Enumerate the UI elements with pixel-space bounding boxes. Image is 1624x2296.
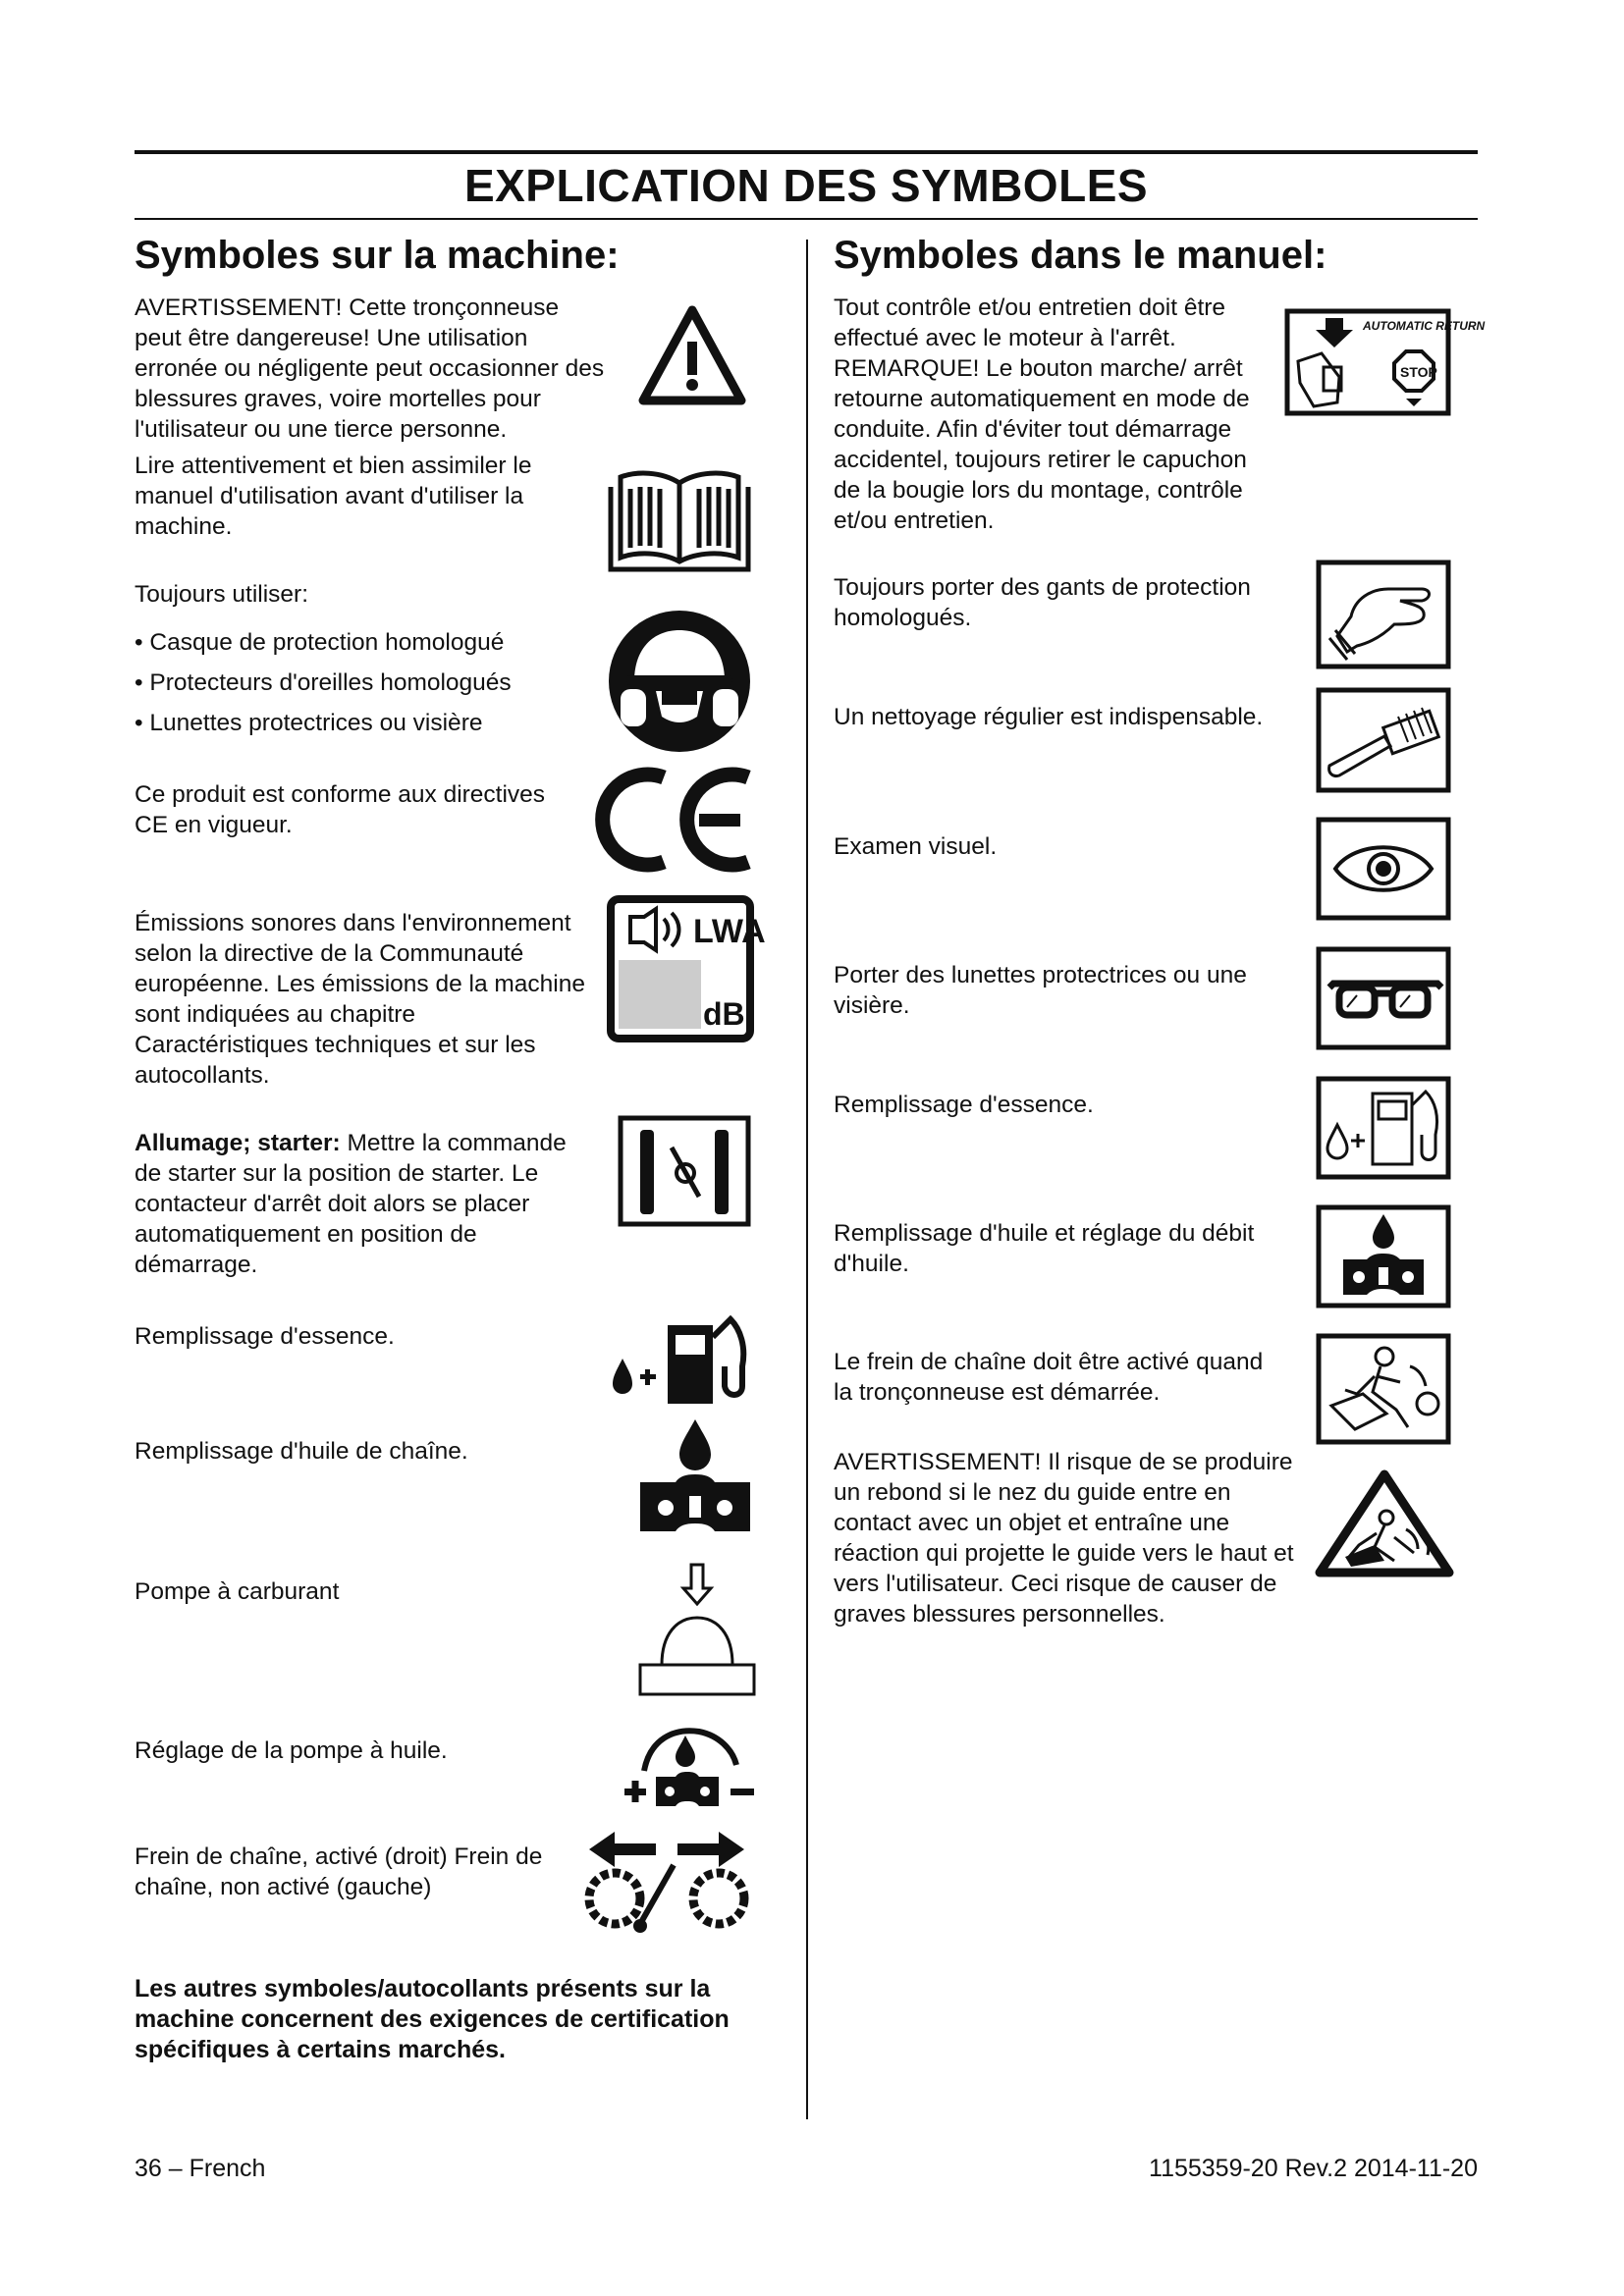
glasses-text: Porter des lunettes protectrices ou une visière. — [834, 962, 1247, 1019]
warning-triangle-icon — [638, 304, 746, 406]
book-icon — [607, 467, 752, 573]
manual-text: Lire attentivement et bien assimiler le manuel d'utilisation avant d'utiliser la machine. — [135, 453, 532, 540]
column-divider — [806, 240, 808, 2119]
oil-box-icon — [1316, 1204, 1451, 1308]
kickback-warning-icon — [1316, 1468, 1453, 1578]
ppe-item-ears: • Protecteurs d'oreilles homologués — [135, 669, 512, 696]
brake-text: Frein de chaîne, activé (droit) Frein de chaîne, non activé (gauche) — [135, 1843, 543, 1900]
brake-box-icon — [1316, 1333, 1451, 1445]
ce-text: Ce produit est conforme aux directives CE en vigueur. — [135, 781, 546, 838]
ppe-item-helmet: • Casque de protection homologué — [135, 629, 505, 656]
fuel-box-icon — [1316, 1076, 1451, 1180]
noise-text: Émissions sonores dans l'environnement selon la directive de la Communauté européenne. Les émissions de la machine sont indiquées au chapitre Caractéristiques techniques et sur les autocollants. — [135, 910, 585, 1089]
oil-pump-adjust-icon — [624, 1722, 758, 1816]
chain-oil-icon — [636, 1417, 754, 1535]
starter-text — [135, 1128, 586, 1280]
eye-icon — [1316, 817, 1451, 921]
kickback-text: AVERTISSEMENT! Il risque de se produire un rebond si le nez du guide entre en contact avec un objet et entraîne une réaction qui projette le guide vers le haut et vers l'utilisateur. Ceci risque de causer de graves blessures personnelles. — [834, 1449, 1294, 1628]
right-heading: Symboles dans le manuel: — [834, 234, 1327, 277]
ppe-item-glasses: • Lunettes protectrices ou visière — [135, 710, 483, 736]
gloves-text: Toujours porter des gants de protection homologués. — [834, 574, 1251, 631]
glasses-icon — [1316, 946, 1451, 1050]
visual-text: Examen visuel. — [834, 833, 998, 860]
noise-label-icon — [607, 895, 766, 1042]
chain-brake-icon — [575, 1824, 758, 1934]
right-oil-text: Remplissage d'huile et réglage du débit d'huile. — [834, 1220, 1255, 1277]
fuel-pump-icon — [609, 1308, 756, 1406]
other-symbols-text: Les autres symboles/autocollants présents sur la machine concernent des exigences de certification spécifiques à certains marchés. — [135, 1975, 730, 2063]
ppe-list — [135, 627, 586, 738]
brush-icon — [1316, 687, 1451, 793]
db-label: dB — [703, 996, 745, 1032]
starter-bold: Allumage; starter: — [135, 1130, 341, 1156]
stop-label: STOP — [1400, 364, 1437, 380]
chain-oil-text: Remplissage d'huile de chaîne. — [135, 1438, 468, 1465]
title-rule — [135, 218, 1478, 220]
ce-mark-icon — [593, 766, 756, 874]
stop-text: Tout contrôle et/ou entretien doit être effectué avec le moteur à l'arrêt. REMARQUE! Le bouton marche/ arrêt retourne automatiquement en mode de conduite. Afin d'éviter tout démarrage accidentel, toujours retirer le capuchon de la bougie lors du montage, contrôle et/ou entretien. — [834, 294, 1250, 534]
warning-text: AVERTISSEMENT! Cette tronçonneuse peut être dangereuse! Une utilisation erronée ou négligente peut occasionner des blessures graves, voire mortelles pour l'utilisateur ou une tierce personne. — [135, 294, 605, 443]
choke-icon — [617, 1114, 752, 1228]
starter-rest: Mettre la commande de starter sur la position de starter. Le contacteur d'arrêt doit alors se placer automatiquement en position de démarrage. — [135, 1130, 567, 1278]
pump-text: Pompe à carburant — [135, 1578, 340, 1605]
auto-return-label: AUTOMATIC RETURN — [1363, 319, 1486, 333]
ppe-intro: Toujours utiliser: — [135, 581, 309, 608]
primer-icon — [636, 1561, 758, 1708]
right-fuel-text: Remplissage d'essence. — [834, 1092, 1094, 1118]
right-brake-text: Le frein de chaîne doit être activé quand la tronçonneuse est démarrée. — [834, 1349, 1264, 1406]
oil-pump-text: Réglage de la pompe à huile. — [135, 1737, 448, 1764]
footer-document-id: 1155359-20 Rev.2 2014-11-20 — [1149, 2155, 1478, 2182]
left-fuel-text: Remplissage d'essence. — [135, 1323, 395, 1350]
cleaning-text: Un nettoyage régulier est indispensable. — [834, 704, 1264, 730]
top-rule — [135, 150, 1478, 154]
glove-icon — [1316, 560, 1451, 669]
left-heading: Symboles sur la machine: — [135, 234, 620, 277]
page-title: EXPLICATION DES SYMBOLES — [463, 160, 1149, 211]
ppe-text — [135, 579, 586, 748]
lwa-label: LWA — [693, 913, 766, 950]
footer-page-number: 36 – French — [135, 2155, 266, 2182]
engine-stop-icon — [1284, 308, 1486, 416]
helmet-icon — [607, 609, 752, 754]
